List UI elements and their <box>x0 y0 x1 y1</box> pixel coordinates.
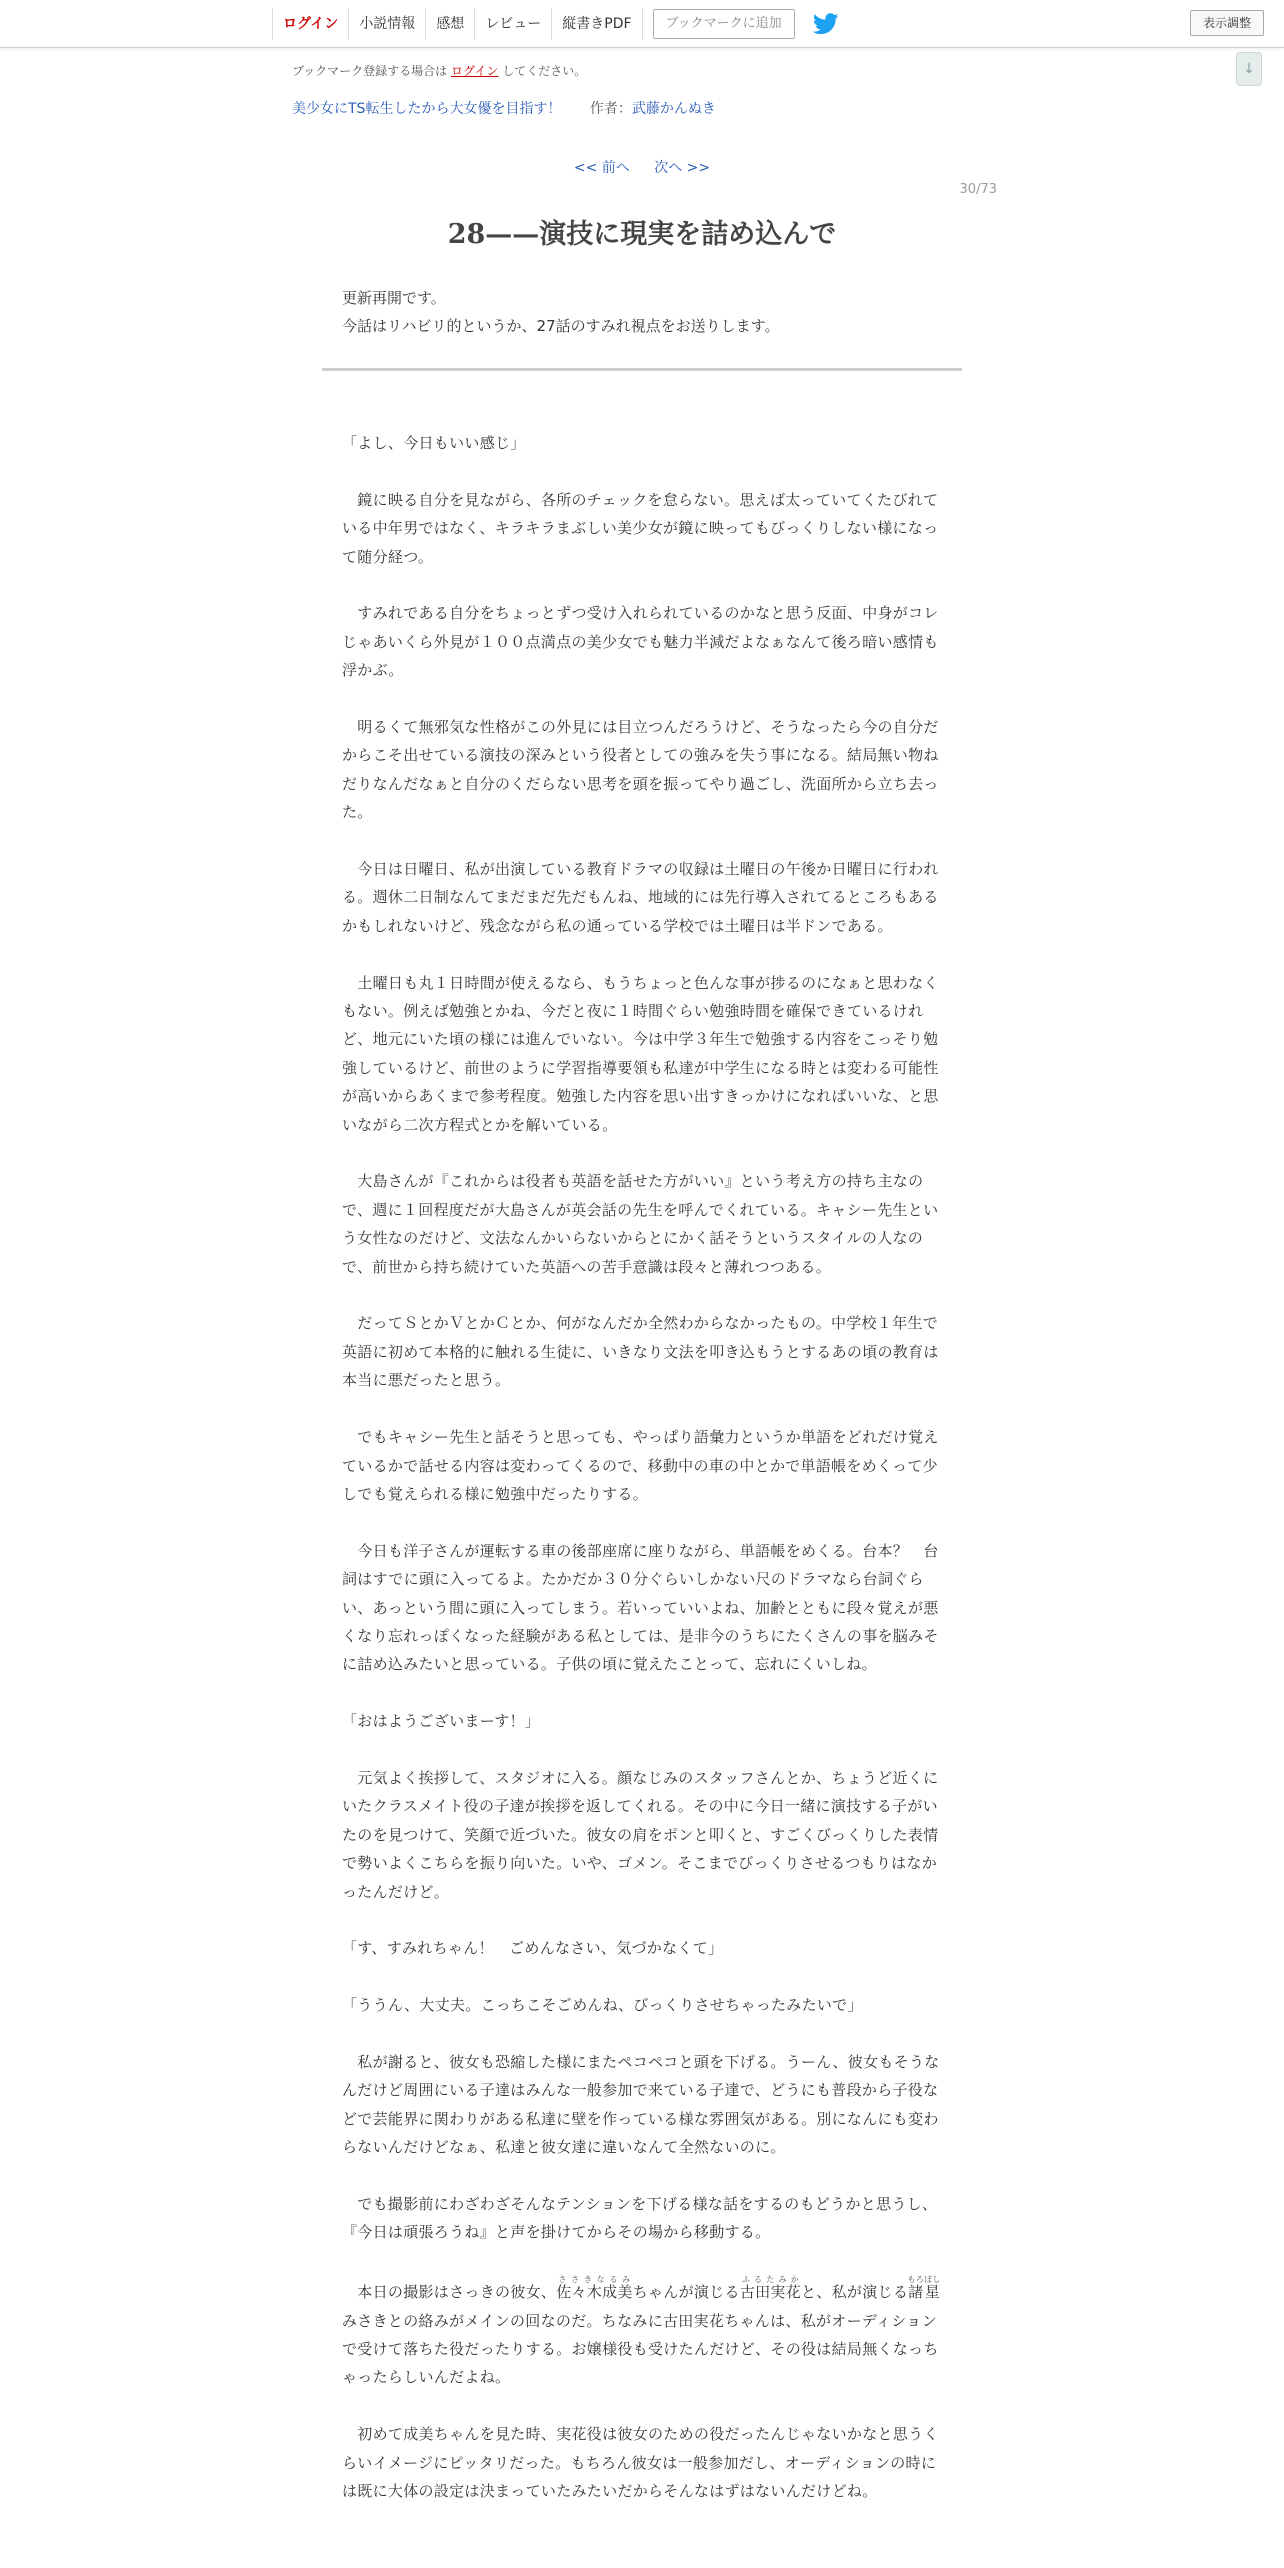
page-number: 30/73 <box>959 182 997 197</box>
preface-line: 今話はリハビリ的というか、27話のすみれ視点をお送りします。 <box>342 317 780 335</box>
ruby-name-morohoshi <box>907 2275 941 2302</box>
preface-line: 更新再開です。 <box>342 289 446 307</box>
nav-novel-info[interactable]: 小説情報 <box>348 8 425 40</box>
body-paragraph: 「す、すみれちゃん！ ごめんなさい、気づかなくて」 <box>342 1939 724 1958</box>
body-paragraph: 今日も洋子さんが運転する車の後部座席に座りながら、単語帳をめくる。台本？ 台詞はすでに頭に入ってるよ。たかだか３０分ぐらいしかない尺のドラマなら台詞ぐらい、あっという間に頭に入ってしまう。若いっていいよね、加齢とともに段々覚えが悪くなり忘れっぽくなった経験がある私としては、是非今のうちにたくさんの事を脳みそに詰め込みたいと思っている。子供の頃に覚えたことって、忘れにくいしね。 <box>342 1541 939 1674</box>
body-paragraph: でもキャシー先生と話そうと思っても、やっぱり語彙力というか単語をどれだけ覚えているかで話せる内容は変わってくるので、移動中の車の中とかで単語帳をめくって少しでも覚えられる様に勉強中だったりする。 <box>342 1428 939 1503</box>
login-note-text-after: してください。 <box>502 64 587 78</box>
display-adjust-button[interactable]: 表示調整 <box>1190 10 1264 36</box>
ruby-reading: もろぼし <box>907 2275 941 2285</box>
prev-episode-link[interactable]: << 前へ <box>573 160 630 176</box>
body-paragraph: だってＳとかＶとかＣとか、何がなんだか全然わからなかったもの。中学校１年生で英語に初めて本格的に触れる生徒に、いきなり文法を叩き込もうとするあの頃の教育は本当に悪だったと思う。 <box>342 1314 939 1390</box>
ruby-text-1: 本日の撮影はさっきの彼女、 <box>342 2283 557 2302</box>
ruby-reading: ささきなるみ <box>556 2275 633 2285</box>
author-label: 作者： <box>589 101 632 117</box>
episode-pager <box>0 157 1284 177</box>
episode-title: 28——演技に現実を詰め込んで <box>447 219 837 250</box>
login-note-text: ブックマーク登録する場合は <box>292 64 448 78</box>
add-bookmark-button[interactable]: ブックマークに追加 <box>653 9 795 39</box>
novel-title-link[interactable]: 美少女にTS転生したから大女優を目指す！ <box>292 101 562 117</box>
episode-body <box>342 429 942 2534</box>
nav-login[interactable]: ログイン <box>272 8 348 40</box>
author-link[interactable]: 武藤かんぬき <box>631 101 716 117</box>
body-paragraph: すみれである自分をちょっとずつ受け入れられているのかなと思う反面、中身がコレじゃあいくら外見が１００点満点の美少女でも魅力半減だよなぁなんて後ろ暗い感情も浮かぶ。 <box>342 604 939 680</box>
nav-impressions[interactable]: 感想 <box>425 8 474 40</box>
novel-header <box>292 98 716 118</box>
top-navigation-bar <box>0 0 1284 48</box>
preface <box>342 284 779 340</box>
ruby-text-2: ちゃんが演じる <box>632 2283 740 2302</box>
body-paragraph: 大島さんが『これからは役者も英語を話せた方がいい』という考え方の持ち主なので、週に１回程度だが大島さんが英会話の先生を呼んでくれている。キャシー先生という女性なのだけど、文法なんかいらないからとにかく話そうというスタイルの人なので、前世から持ち続けていた英語への苦手意識は段々と薄れつつある。 <box>342 1172 939 1276</box>
nav-vertical-pdf[interactable]: 縦書きPDF <box>551 8 642 40</box>
scroll-down-arrow-icon[interactable]: ↓ <box>1236 52 1262 86</box>
body-paragraph: 私が謝ると、彼女も恐縮した様にまたペコペコと頭を下げる。うーん、彼女もそうなんだけど周囲にいる子達はみんな一般参加で来ている子達で、どうにも普段から子役などで芸能界に関わりがある私達に壁を作っている様な雰囲気がある。別になんにも変わらないんだけどなぁ、私達と彼女達に違いなんて全然ないのに。 <box>342 2052 940 2157</box>
next-episode-link[interactable]: 次へ >> <box>654 160 711 176</box>
ruby-name-narumi <box>556 2275 633 2302</box>
ruby-base: 佐々木成美 <box>556 2283 633 2302</box>
ruby-text-3: と、私が演じる <box>801 2283 909 2302</box>
nav-menu <box>272 8 839 40</box>
body-paragraph: でも撮影前にわざわざそんなテンションを下げる様な話をするのもどうかと思うし、『今日は頑張ろうね』と声を掛けてからその場から移動する。 <box>342 2194 938 2242</box>
body-paragraph: 明るくて無邪気な性格がこの外見には目立つんだろうけど、そうなったら今の自分だからこそ出せている演技の深みという役者としての強みを失う事になる。結局無い物ねだりなんだなぁと自分のくだらない思考を頭を振ってやり過ごし、洗面所から立ち去った。 <box>342 718 939 822</box>
ruby-name-mika <box>739 2275 802 2302</box>
twitter-icon[interactable] <box>813 13 839 35</box>
body-paragraph: 鏡に映る自分を見ながら、各所のチェックを怠らない。思えば太っていてくたびれている中年男ではなく、キラキラまぶしい美少女が鏡に映ってもびっくりしない様になって随分経つ。 <box>342 490 939 566</box>
login-note <box>292 62 586 79</box>
nav-reviews[interactable]: レビュー <box>474 8 551 40</box>
body-paragraph: 元気よく挨拶して、スタジオに入る。顔なじみのスタッフさんとか、ちょうど近くにいたクラスメイト役の子達が挨拶を返してくれる。その中に今日一緒に演技する子がいたのを見つけて、笑顔で近づいた。彼女の肩をポンと叩くと、すごくびっくりした表情で勢いよくこちらを振り向いた。いや、ゴメン。そこまでびっくりさせるつもりはなかったんだけど。 <box>342 1768 939 1901</box>
ruby-text-4: みさきとの絡みがメインの回なのだ。ちなみに古田実花ちゃんは、私がオーディションで受けて落ちた役だったりする。お嬢様役も受けたんだけど、その役は結局無くなっちゃったらしいんだよね。 <box>342 2311 939 2387</box>
ruby-reading: ふるたみか <box>739 2275 802 2285</box>
body-paragraph: 「よし、今日もいい感じ」 <box>342 434 526 452</box>
body-paragraph: 「おはようございまーす！」 <box>342 1712 541 1731</box>
divider <box>322 368 962 371</box>
body-paragraph: 今日は日曜日、私が出演している教育ドラマの収録は土曜日の午後か日曜日に行われる。週休二日制なんてまだまだ先だもんね、地域的には先行導入されてるところもあるかもしれないけど、残念ながら私の通っている学校では土曜日は半ドンである。 <box>342 860 939 935</box>
login-link[interactable]: ログイン <box>451 64 499 78</box>
body-paragraph: 初めて成美ちゃんを見た時、実花役は彼女のための役だったんじゃないかなと思うくらいイメージにピッタリだった。もちろん彼女は一般参加だし、オーディションの時には既に大体の設定は決まっていたみたいだからそんなはずはないんだけどね。 <box>342 2425 939 2500</box>
ruby-base: 諸星 <box>907 2283 941 2302</box>
body-paragraph: 土曜日も丸１日時間が使えるなら、もうちょっと色んな事が捗るのになぁと思わなくもない。例えば勉強とかね、今だと夜に１時間ぐらい勉強時間を確保できているけれど、地元にいた頃の様には進んでいない。今は中学３年生で勉強する内容をこっそり勉強しているけど、前世のように学習指導要領も私達が中学生になる時とは変わる可能性が高いからあくまで参考程度。勉強した内容を思い出すきっかけになればいいな、と思いながら二次方程式とかを解いている。 <box>342 973 939 1134</box>
body-paragraph-ruby <box>342 2275 942 2392</box>
body-paragraph: 「ううん、大丈夫。こっちこそごめんね、びっくりさせちゃったみたいで」 <box>342 1996 863 2015</box>
ruby-base: 古田実花 <box>739 2283 802 2302</box>
